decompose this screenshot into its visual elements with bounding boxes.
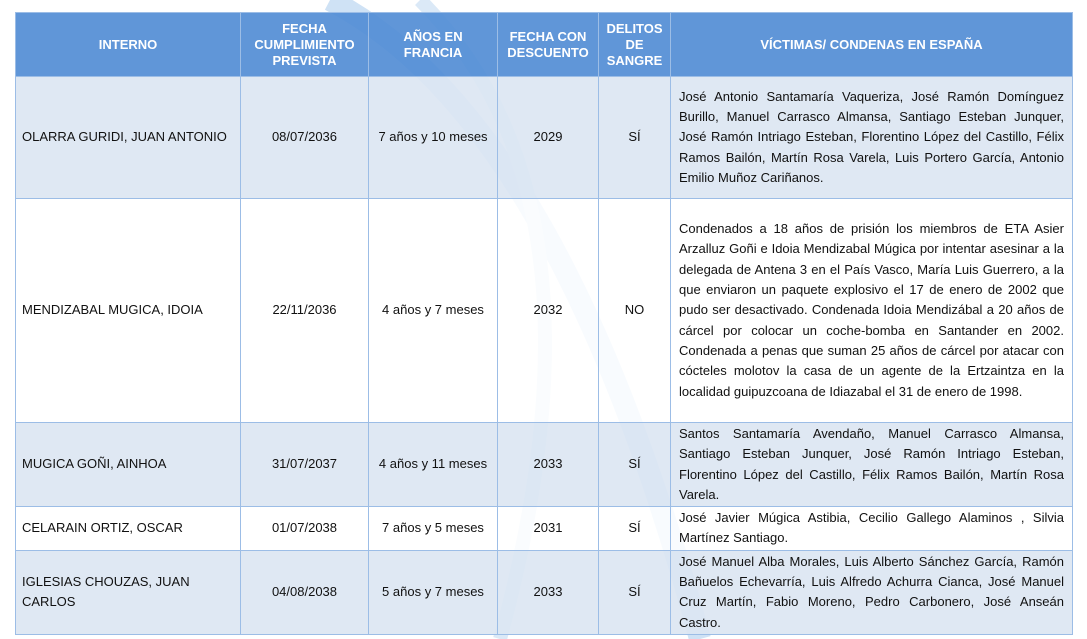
cell-interno: CELARAIN ORTIZ, OSCAR: [16, 507, 241, 551]
table-row: [16, 77, 1073, 199]
cell-victimas: Santos Santamaría Avendaño, Manuel Carrasco Almansa, Santiago Esteban Junquer, José Ramón Intriago Esteban, Florentino López del Castillo, Félix Ramos Bailón, Martín Rosa Varela.: [671, 423, 1073, 507]
cell-victimas: José Antonio Santamaría Vaqueriza, José Ramón Domínguez Burillo, Manuel Carrasco Almansa, Santiago Esteban Junquer, José Ramón Intriago Esteban, Florentino López del Castillo, Félix Ramos Bailón, Martín Rosa Varela, Luis Portero García, Antonio Emilio Muñoz Cariñanos.: [671, 77, 1073, 199]
header-victimas: VÍCTIMAS/ CONDENAS EN ESPAÑA: [671, 13, 1073, 77]
cell-anos: 7 años y 10 meses: [369, 77, 498, 199]
cell-anos: 4 años y 7 meses: [369, 199, 498, 423]
cell-victimas: Condenados a 18 años de prisión los miembros de ETA Asier Arzalluz Goñi e Idoia Mendizabal Múgica por intentar asesinar a la delegada de Antena 3 en el País Vasco, María Luis Guerrero, a la que enviaron un paquete explosivo el 17 de enero de 2002 que pudo ser desactivado. Condenada Idoia Mendizábal a 20 años de cárcel por colocar un coche-bomba en Santander en 2002. Condenada a penas que suman 25 años de cárcel por atacar con cócteles molotov la casa de un agente de la Ertzaintza en la localidad guipuzcoana de Idiazabal el 31 de enero de 1998.: [671, 199, 1073, 423]
table-row: [16, 423, 1073, 507]
cell-descuento: 2031: [498, 507, 599, 551]
cell-anos: 4 años y 11 meses: [369, 423, 498, 507]
cell-descuento: 2033: [498, 550, 599, 634]
cell-victimas: José Manuel Alba Morales, Luis Alberto Sánchez García, Ramón Bañuelos Echevarría, Luis Alfredo Achurra Cianca, José Manuel Cruz Martín, Fabio Moreno, Pedro Carbonero, José Anseán Castro.: [671, 550, 1073, 634]
cell-fecha: 04/08/2038: [241, 550, 369, 634]
cell-interno: IGLESIAS CHOUZAS, JUAN CARLOS: [16, 550, 241, 634]
cell-sangre: SÍ: [599, 550, 671, 634]
cell-interno: OLARRA GURIDI, JUAN ANTONIO: [16, 77, 241, 199]
cell-anos: 5 años y 7 meses: [369, 550, 498, 634]
cell-fecha: 31/07/2037: [241, 423, 369, 507]
cell-descuento: 2033: [498, 423, 599, 507]
cell-sangre: NO: [599, 199, 671, 423]
header-interno: INTERNO: [16, 13, 241, 77]
table-header-row: [16, 13, 1073, 77]
header-anos-francia: AÑOS EN FRANCIA: [369, 13, 498, 77]
cell-anos: 7 años y 5 meses: [369, 507, 498, 551]
cell-fecha: 01/07/2038: [241, 507, 369, 551]
table-row: [16, 199, 1073, 423]
cell-interno: MUGICA GOÑI, AINHOA: [16, 423, 241, 507]
cell-descuento: 2029: [498, 77, 599, 199]
table-row: [16, 550, 1073, 634]
inmates-table: [15, 12, 1073, 635]
cell-victimas: José Javier Múgica Astibia, Cecilio Gallego Alaminos , Silvia Martínez Santiago.: [671, 507, 1073, 551]
cell-fecha: 22/11/2036: [241, 199, 369, 423]
cell-fecha: 08/07/2036: [241, 77, 369, 199]
cell-interno: MENDIZABAL MUGICA, IDOIA: [16, 199, 241, 423]
table-row: [16, 507, 1073, 551]
cell-sangre: SÍ: [599, 77, 671, 199]
header-fecha-descuento: FECHA CON DESCUENTO: [498, 13, 599, 77]
cell-sangre: SÍ: [599, 423, 671, 507]
cell-descuento: 2032: [498, 199, 599, 423]
header-delitos-sangre: DELITOS DE SANGRE: [599, 13, 671, 77]
header-fecha-cumplimiento: FECHA CUMPLIMIENTO PREVISTA: [241, 13, 369, 77]
cell-sangre: SÍ: [599, 507, 671, 551]
